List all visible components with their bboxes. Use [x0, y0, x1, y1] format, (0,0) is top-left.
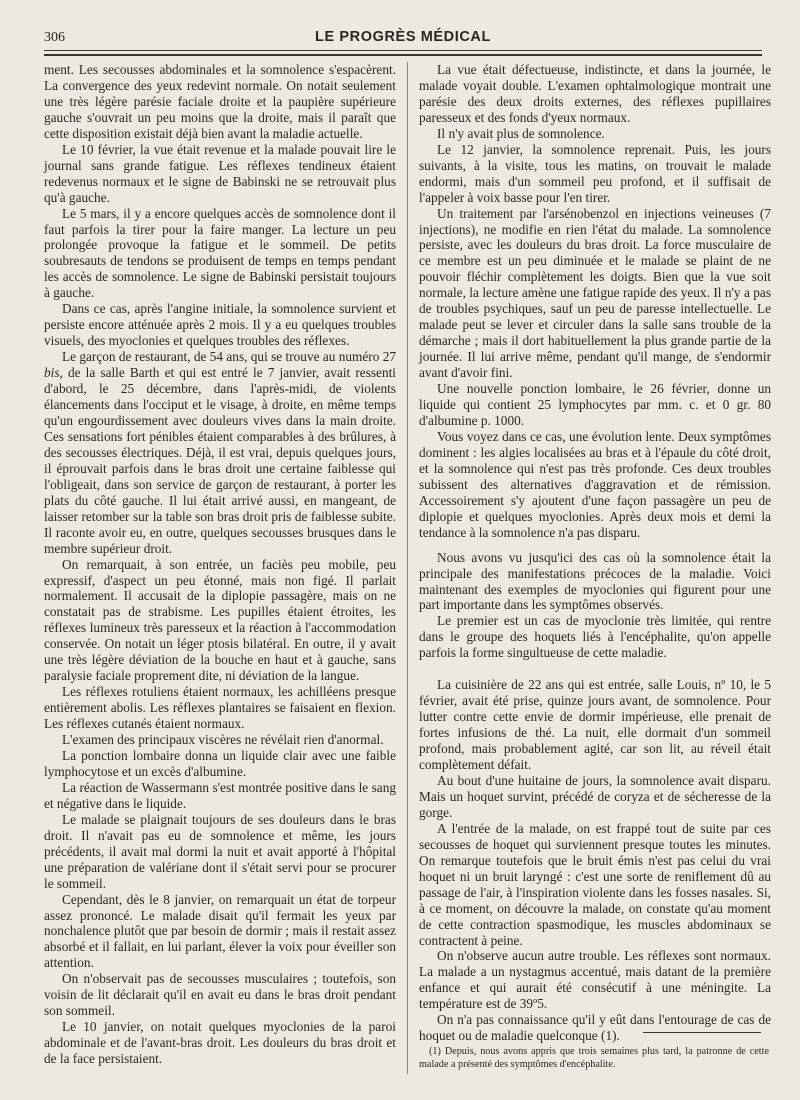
paragraph: Le malade se plaignait toujours de ses douleurs dans le bras droit. Il n'avait pas eu de somnolence et même, les jours précédents, il avait mal dormi la nuit et avait apporté à l'hôpital une préparation de valériane dont il s'était servi pour se procurer le sommeil. [44, 811, 396, 891]
paragraph: A l'entrée de la malade, on est frappé tout de suite par ces secousses de hoquet qui surviennent presque toutes les minutes. On remarque toutefois que le bruit émis n'est pas celui du vrai hoquet ni un bruit laryngé : c'est une sorte de reniflement dû au passage de l'air, à l'inspiration violente dans les fosses nasales. Si, à ce moment, on découvre la malade, on constate qu'au moment de cette contraction spasmodique, les muscles abdominaux se contractent à peine. [419, 820, 771, 948]
paragraph: Une nouvelle ponction lombaire, le 26 février, donne un liquide qui contient 25 lymphocytes par mm. c. et 0 gr. 80 d'albumine p. 1000. [419, 381, 771, 428]
paragraph: Le 5 mars, il y a encore quelques accès de somnolence dont il faut parfois la tirer pour la faire manger. La lecture un peu prolongée provoque la fatigue et le sommeil. De petits soubresauts de tendons se produisent de temps en temps pendant les accès de somnolence. Le signe de Babinski persistait toujours à gauche. [44, 205, 396, 301]
paragraph: Le 10 février, la vue était revenue et la malade pouvait lire le journal sans grande fatigue. Les réflexes tendineux étaient redevenus normaux et le signe de Babinski ne se retrouvait plus qu'à gauche. [44, 141, 396, 205]
paragraph: Nous avons vu jusqu'ici des cas où la somnolence était la principale des manifestations précoces de la maladie. Voici maintenant des exemples de myoclonies qui figurent pour une part importante dans les symptômes observés. [419, 549, 771, 613]
paragraph-text: Le garçon de restaurant, de 54 ans, qui se trouve au numéro 27 [62, 349, 396, 365]
paragraph: L'examen des principaux viscères ne révélait rien d'anormal. [62, 732, 384, 748]
paragraph: Le 12 janvier, la somnolence reprenait. Puis, les jours suivants, à la visite, tous les matins, on trouvait le malade endormi, mais d'un sommeil peu profond, et il suffisait de l'appeler à voix basse pour l'en tirer. [419, 141, 771, 205]
paragraph: On n'observe aucun autre trouble. Les réflexes sont normaux. La malade a un nystagmus accentué, mais datant de la première enfance et qui aurait été consécutif à une méningite. La température est de 39º5. [419, 948, 771, 1012]
paragraph: Le 10 janvier, on notait quelques myoclonies de la paroi abdominale et de l'avant-bras droit. Les douleurs du bras droit et de la face persistaient. [44, 1019, 396, 1067]
footnote: (1) Depuis, nous avons appris que trois semaines plus tard, la patronne de cette malade a présenté des symptômes d'encéphalite. [419, 1046, 769, 1070]
page-number: 306 [44, 30, 65, 45]
running-title: LE PROGRÈS MÉDICAL [315, 29, 491, 45]
footnote-rule [643, 1032, 761, 1033]
paragraph: Les réflexes rotuliens étaient normaux, les achilléens presque entièrement abolis. Les réflexes plantaires se faisaient en flexion. Les réflexes cutanés étaient normaux. [44, 684, 396, 732]
column-divider [407, 62, 408, 1074]
paragraph [44, 349, 396, 556]
paragraph: Cependant, dès le 8 janvier, on remarquait un état de torpeur assez prononcé. Le malade disait qu'il fermait les yeux par nonchalence plutôt que par besoin de dormir ; mais il restait assez absorbé et il fallait, en lui parlant, élever la voix pour éveiller son attention. [44, 891, 396, 971]
paragraph: La ponction lombaire donna un liquide clair avec une faible lymphocytose et un excès d'albumine. [44, 747, 396, 779]
paragraph: Le premier est un cas de myoclonie très limitée, qui rentre dans le groupe des hoquets liés à l'encéphalite, qu'on appelle parfois la forme singultueuse de cette maladie. [419, 613, 771, 661]
paragraph: On remarquait, à son entrée, un faciès peu mobile, peu expressif, d'aspect un peu étonné, mais non figé. Il parlait normalement. Il accusait de la diplopie passagère, mais on ne constatait pas de strabisme. Les pupilles étaient étroites, les réflexes lumineux très paresseux et la réaction à l'accommodation conservée. On notait un léger ptosis bilatéral. En outre, il y avait une très légère déviation de la bouche en haut et à gauche, sans paralysie faciale proprement dite, ni déviation de la langue. [44, 556, 396, 684]
right-column [419, 62, 771, 1044]
paragraph: Il n'y avait plus de somnolence. [437, 125, 605, 141]
paragraph: Vous voyez dans ce cas, une évolution lente. Deux symptômes dominent : les algies localisées au bras et à l'épaule du côté droit, et la somnolence qui n'est pas très profonde. Ces deux troubles subissent des alternatives d'aggravation et de rémission. Accessoirement s'y ajoutent d'une façon passagère un peu de diplopie et quelques myoclonies. Après deux mois et demi la tendance à la somnolence n'a pas disparu. [419, 428, 771, 540]
paragraph: La réaction de Wassermann s'est montrée positive dans le sang et négative dans le liquide. [44, 779, 396, 811]
paragraph: La cuisinière de 22 ans qui est entrée, salle Louis, nº 10, le 5 février, avait été prise, quinze jours avant, de somnolence. Pour lutter contre cette envie de dormir impérieuse, elle prenait de fortes infusions de thé. La nuit, elle dormait d'un sommeil profond, mais probablement agité, car son lit, au réveil était complètement défait. [419, 677, 771, 773]
paragraph: On n'a pas connaissance qu'il y eût dans l'entourage de cas de hoquet ou de maladie quelconque (1). [419, 1012, 771, 1044]
left-column [44, 62, 396, 1067]
paragraph: Au bout d'une huitaine de jours, la somnolence avait disparu. Mais un hoquet survint, précédé de coryza et de sécheresse de la gorge. [419, 772, 771, 820]
paragraph: La vue était défectueuse, indistincte, et dans la journée, le malade voyait double. L'examen ophtalmologique montrait une parésie des deux droits externes, des réflexes pupillaires paresseux et des fonds d'yeux normaux. [419, 62, 771, 125]
paragraph-text: , de la salle Barth et qui est entré le 7 janvier, avait ressenti d'abord, le 25 décembre, dans l'après-midi, de violents élancements dans l'occiput et le visage, à droite, en même temps qu'un engourdissement avec douleurs vives dans la main droite. Ces sensations fort pénibles étaient comparables à des brûlures, à des secousses électriques. Déjà, il est vrai, depuis quelques jours, il éprouvait parfois dans le bras droit une certaine faiblesse qui l'obligeait, dans son service de garçon de restaurant, à porter les plats du côté gauche. Il lui était arrivé aussi, en mangeant, de laisser retomber sur la table son bras droit pris de faiblesse subite. Il raconte avoir eu, en outre, quelques secousses brusques dans le membre supérieur droit. [44, 365, 396, 556]
paragraph: On n'observait pas de secousses musculaires ; toutefois, son voisin de lit déclarait qu'il en avait eu dans le bras droit pendant son sommeil. [44, 971, 396, 1019]
paragraph: Un traitement par l'arsénobenzol en injections veineuses (7 injections), ne modifie en rien l'état du malade. La somnolence persiste, avec les douleurs du bras droit. La force musculaire de ce membre est un peu diminuée et le malade se plaint de ne pouvoir fléchir complètement les doigts. Bien que la vue soit normale, la lecture amène une fatigue rapide des yeux. Il n'y a pas de troubles psychiques, sauf un peu de paresse intellectuelle. Le malade peut se lever et circuler dans la salle sans trouble de la démarche ; mais il dort habituellement la plus grande partie de la journée. Il lui arrive même, pendant qu'il mange, de s'endormir avant d'avoir fini. [419, 205, 771, 381]
paragraph: Dans ce cas, après l'angine initiale, la somnolence survient et persiste encore atténuée après 2 mois. Il y a eu quelques troubles visuels, des myoclonies et quelques troubles des réflexes. [44, 301, 396, 349]
paragraph-italic: bis [44, 365, 60, 381]
page-header [44, 26, 762, 48]
header-rule-thin [44, 50, 762, 51]
paragraph: ment. Les secousses abdominales et la somnolence s'espacèrent. La convergence des yeux redevint normale. On notait seulement une très légère parésie faciale droite et la paupière supérieure gauche s'ouvrait un peu moins que la droite, mais il paraît que cette disposition existait déjà bien avant la maladie actuelle. [44, 62, 396, 141]
header-rule-thick [44, 54, 762, 56]
